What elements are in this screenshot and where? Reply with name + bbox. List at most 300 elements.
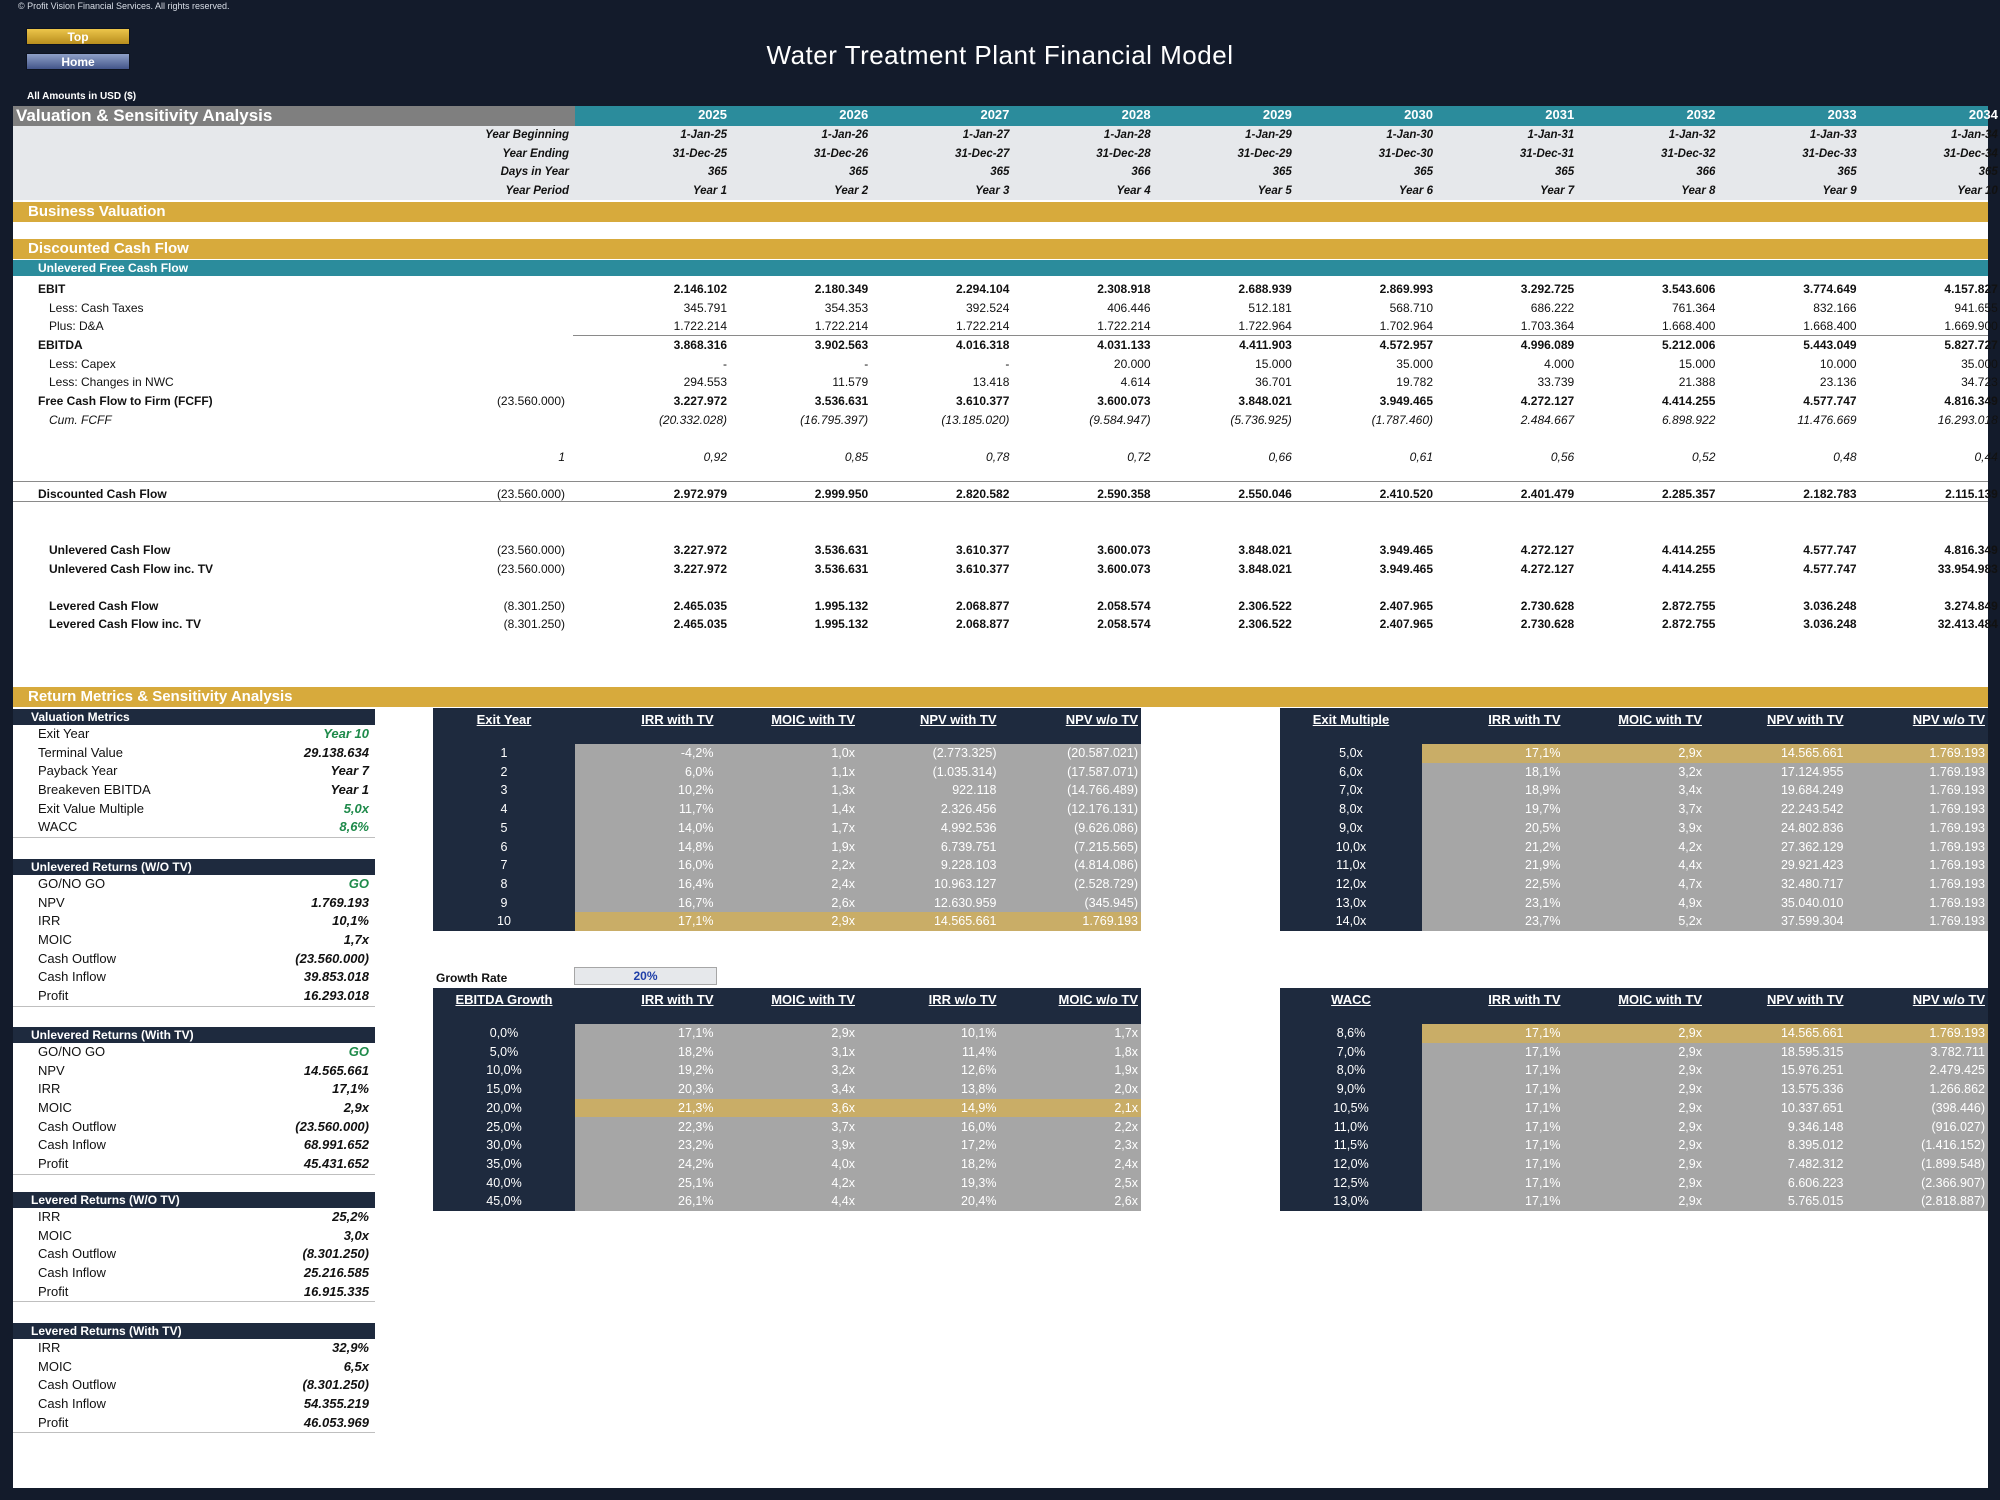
table-value-cell: 19,7% bbox=[1525, 802, 1561, 817]
table-value-cell: (2.773.325) bbox=[932, 746, 997, 760]
table-value-cell: 2,9x bbox=[1678, 1100, 1702, 1115]
dcf-row bbox=[13, 615, 1998, 633]
table-key-cell: 25,0% bbox=[486, 1119, 522, 1134]
table-value-cell: 1,0x bbox=[831, 746, 855, 760]
table-value-cell: 1,7x bbox=[1114, 1026, 1138, 1040]
period-cell: Year 6 bbox=[1398, 184, 1433, 197]
year-header: 2029 bbox=[1262, 107, 1292, 122]
table-header-cell: IRR with TV bbox=[1488, 992, 1561, 1007]
period-cell: 365 bbox=[990, 166, 1010, 178]
dcf-cell: 3.600.073 bbox=[1097, 543, 1151, 557]
dcf-cell: 11.476.669 bbox=[1797, 413, 1857, 427]
table-value-cell: 16,7% bbox=[678, 895, 714, 910]
period-cell: 1-Jan-28 bbox=[1103, 129, 1151, 141]
metric-box-title: Unlevered Returns (W/O TV) bbox=[13, 859, 375, 875]
dcf-cell: 3.536.631 bbox=[814, 394, 869, 408]
metric-label: Breakeven EBITDA bbox=[38, 782, 151, 798]
metric-row bbox=[13, 1043, 375, 1062]
table-value-cell: 1.266.862 bbox=[1929, 1082, 1985, 1097]
dcf-cell: 4.816.349 bbox=[1944, 543, 1998, 557]
table-value-cell: 4,4x bbox=[831, 1194, 855, 1209]
growth-rate-input[interactable]: 20% bbox=[574, 967, 717, 985]
table-key-cell: 8,6% bbox=[1336, 1026, 1366, 1040]
table-key-cell: 40,0% bbox=[486, 1175, 522, 1190]
table-value-cell: 1.769.193 bbox=[1929, 858, 1985, 873]
table-value-cell: (20.587.021) bbox=[1067, 746, 1138, 760]
period-cell: 365 bbox=[1413, 166, 1433, 178]
metric-label: Cash Outflow bbox=[38, 1118, 117, 1134]
dcf-cell: 2.285.357 bbox=[1662, 487, 1716, 501]
period-cell: 1-Jan-31 bbox=[1527, 129, 1575, 141]
dcf-cell: 832.166 bbox=[1813, 301, 1857, 315]
metric-label: Profit bbox=[38, 1156, 69, 1172]
metric-label: Exit Value Multiple bbox=[38, 800, 144, 816]
metric-label: Exit Year bbox=[38, 726, 90, 741]
metric-value: GO bbox=[348, 876, 369, 891]
metric-value: (8.301.250) bbox=[302, 1246, 369, 1262]
table-value-cell: 1.769.193 bbox=[1929, 914, 1985, 929]
metric-label: Cash Outflow bbox=[38, 950, 117, 966]
table-key-cell: 12,5% bbox=[1333, 1175, 1369, 1190]
dcf-cell: 1.995.132 bbox=[814, 617, 869, 631]
currency-label: All Amounts in USD ($) bbox=[27, 91, 137, 102]
period-cell: 31-Dec-33 bbox=[1802, 147, 1857, 160]
table-value-cell: 6.739.751 bbox=[940, 839, 997, 854]
home-button[interactable]: Home bbox=[26, 53, 130, 70]
dcf-cell: 345.791 bbox=[683, 301, 727, 315]
dcf-cell: 10.000 bbox=[1819, 357, 1857, 371]
dcf-cell: 3.227.972 bbox=[673, 543, 727, 557]
metric-row bbox=[13, 968, 375, 987]
dcf-cell: 3.949.465 bbox=[1379, 543, 1433, 557]
table-value-cell: 2.326.456 bbox=[940, 802, 997, 817]
table-value-cell: 18,9% bbox=[1525, 783, 1561, 798]
dcf-cell: 2.407.965 bbox=[1379, 617, 1433, 631]
dcf-cell: (1.787.460) bbox=[1371, 413, 1433, 427]
metric-row bbox=[13, 1155, 375, 1174]
table-value-cell: 24,2% bbox=[678, 1156, 714, 1171]
table-key-cell: 7 bbox=[500, 858, 508, 873]
table-key-cell: 8 bbox=[500, 876, 508, 891]
table-value-cell: 6.606.223 bbox=[1787, 1175, 1844, 1190]
table-value-cell: 14.565.661 bbox=[1780, 1026, 1844, 1040]
dcf-cell: 2.401.479 bbox=[1520, 487, 1575, 501]
metric-value: 1,7x bbox=[343, 932, 369, 948]
dcf-cell: 2.294.104 bbox=[956, 282, 1010, 296]
period-cell: 365 bbox=[1555, 166, 1575, 178]
dcf-cell: 0,66 bbox=[1268, 450, 1292, 464]
metric-row bbox=[13, 1339, 375, 1358]
returns-header: Return Metrics & Sensitivity Analysis bbox=[13, 687, 1988, 707]
table-value-cell: 22,3% bbox=[678, 1119, 714, 1134]
metric-value: 16.293.018 bbox=[303, 988, 369, 1004]
table-value-cell: 4,2x bbox=[831, 1175, 855, 1190]
period-cell: Year 7 bbox=[1540, 184, 1575, 197]
table-value-cell: 2.479.425 bbox=[1929, 1063, 1985, 1078]
metric-label: Profit bbox=[38, 1414, 69, 1430]
metric-row bbox=[13, 1264, 375, 1283]
top-button[interactable]: Top bbox=[26, 28, 130, 45]
table-value-cell: 35.040.010 bbox=[1780, 895, 1844, 910]
table-value-cell: 10.337.651 bbox=[1780, 1100, 1844, 1115]
table-value-cell: 21,2% bbox=[1525, 839, 1561, 854]
table-key-cell: 6,0x bbox=[1339, 764, 1363, 779]
period-cell: 31-Dec-28 bbox=[1096, 147, 1151, 160]
table-header-cell: Exit Year bbox=[476, 712, 532, 727]
table-key-cell: 30,0% bbox=[486, 1138, 522, 1153]
metric-value: 29.138.634 bbox=[303, 744, 369, 760]
table-value-cell: 922.118 bbox=[952, 783, 997, 798]
period-cell: 31-Dec-25 bbox=[672, 147, 727, 160]
metric-label: IRR bbox=[38, 1209, 61, 1224]
table-value-cell: 1,4x bbox=[831, 802, 855, 817]
table-value-cell: 1,9x bbox=[831, 839, 855, 854]
metric-label: GO/NO GO bbox=[38, 1044, 106, 1059]
table-value-cell: 2,2x bbox=[1114, 1119, 1138, 1134]
metric-row bbox=[13, 1376, 375, 1395]
dcf-row bbox=[13, 355, 1998, 373]
table-key-cell: 11,0x bbox=[1336, 858, 1366, 873]
dcf-cell: 2.058.574 bbox=[1097, 617, 1151, 631]
table-value-cell: 23,2% bbox=[678, 1138, 714, 1153]
sheet-header-title: Valuation & Sensitivity Analysis bbox=[13, 106, 575, 126]
table-key-cell: 5 bbox=[500, 820, 508, 835]
page-title: Water Treatment Plant Financial Model bbox=[766, 40, 1234, 70]
table-value-cell: 1.769.193 bbox=[1929, 876, 1985, 891]
table-value-cell: 2,9x bbox=[1678, 1156, 1702, 1171]
dcf-cell: 2.972.979 bbox=[673, 487, 727, 501]
table-header-cell: WACC bbox=[1331, 992, 1371, 1007]
metric-row bbox=[13, 1062, 375, 1081]
table-value-cell: 4,2x bbox=[1678, 839, 1702, 854]
dcf-cell: 0,78 bbox=[986, 450, 1010, 464]
table-key-cell: 8,0% bbox=[1336, 1063, 1366, 1078]
dcf-cell: (9.584.947) bbox=[1089, 413, 1151, 427]
dcf-cell: 4.031.133 bbox=[1097, 338, 1151, 352]
table-value-cell: -4,2% bbox=[680, 746, 714, 760]
period-row bbox=[13, 145, 1998, 163]
table-value-cell: 18,2% bbox=[678, 1044, 714, 1059]
metric-value: 1.769.193 bbox=[311, 894, 369, 910]
table-value-cell: 22.243.542 bbox=[1780, 802, 1844, 817]
table-value-cell: 2,9x bbox=[1678, 1138, 1702, 1153]
metric-label: Profit bbox=[38, 988, 69, 1004]
dcf-cell: 2.872.755 bbox=[1662, 599, 1716, 613]
dcf-cell: 3.868.316 bbox=[673, 338, 727, 352]
year-header: 2033 bbox=[1827, 107, 1857, 122]
year-header: 2026 bbox=[839, 107, 869, 122]
table-value-cell: 2,3x bbox=[1114, 1138, 1138, 1153]
metric-row bbox=[13, 1080, 375, 1099]
metric-value: 5,0x bbox=[343, 800, 369, 816]
metric-value: Year 7 bbox=[330, 763, 369, 779]
metric-value: 39.853.018 bbox=[303, 969, 369, 985]
table-value-cell: (2.818.887) bbox=[1921, 1194, 1985, 1209]
table-value-cell: 1.769.193 bbox=[1082, 914, 1138, 929]
dcf-cell: 941.655 bbox=[1954, 301, 1998, 315]
dcf-cell: 2.407.965 bbox=[1379, 599, 1433, 613]
dcf-cell: 2.872.755 bbox=[1662, 617, 1716, 631]
period-cell: Year 5 bbox=[1257, 184, 1292, 197]
table-header-cell: EBITDA Growth bbox=[455, 992, 553, 1007]
dcf-cell: 0,72 bbox=[1127, 450, 1151, 464]
dcf-initial-value: (23.560.000) bbox=[496, 543, 565, 557]
table-value-cell: 7.482.312 bbox=[1787, 1156, 1844, 1171]
sensitivity-table-exit-year bbox=[433, 708, 1141, 931]
dcf-cell: 3.949.465 bbox=[1379, 394, 1433, 408]
table-header-cell: NPV w/o TV bbox=[1912, 712, 1985, 727]
table-value-cell: 3,6x bbox=[831, 1100, 855, 1115]
table-value-cell: 26,1% bbox=[678, 1194, 714, 1209]
metric-label: IRR bbox=[38, 913, 61, 929]
table-key-cell: 35,0% bbox=[486, 1156, 522, 1171]
metric-box bbox=[13, 1027, 375, 1175]
metric-value: 10,1% bbox=[332, 913, 369, 929]
table-value-cell: 1.769.193 bbox=[1929, 1026, 1985, 1040]
table-value-cell: (2.528.729) bbox=[1074, 876, 1138, 891]
dcf-cell: 36.701 bbox=[1255, 375, 1292, 389]
table-value-cell: (4.814.086) bbox=[1074, 858, 1138, 873]
table-value-cell: 14,9% bbox=[961, 1100, 997, 1115]
copyright-text: © Profit Vision Financial Services. All rights reserved. bbox=[18, 1, 230, 11]
dcf-initial-value: 1 bbox=[558, 450, 565, 464]
year-header: 2032 bbox=[1686, 107, 1716, 122]
table-value-cell: 6,0% bbox=[685, 764, 714, 779]
metric-label: Cash Inflow bbox=[38, 1265, 106, 1281]
table-value-cell: (7.215.565) bbox=[1074, 839, 1138, 854]
table-value-cell: 4,7x bbox=[1678, 876, 1702, 891]
table-value-cell: 23,1% bbox=[1525, 895, 1561, 910]
metric-value: 14.565.661 bbox=[303, 1062, 369, 1078]
metric-row bbox=[13, 1118, 375, 1137]
table-key-cell: 20,0% bbox=[486, 1100, 522, 1115]
table-value-cell: 13.575.336 bbox=[1780, 1082, 1844, 1097]
dcf-cell: 4.272.127 bbox=[1520, 562, 1575, 576]
period-cell: 365 bbox=[707, 166, 727, 178]
dcf-cell: 3.902.563 bbox=[814, 338, 869, 352]
period-cell: 31-Dec-34 bbox=[1943, 147, 1998, 160]
dcf-cell: 1.722.214 bbox=[1097, 319, 1151, 333]
dcf-cell: 2.869.993 bbox=[1379, 282, 1433, 296]
dcf-cell: 15.000 bbox=[1255, 357, 1292, 371]
table-value-cell: 14,0% bbox=[678, 820, 714, 835]
dcf-cell: 4.016.318 bbox=[956, 338, 1010, 352]
table-header-cell: MOIC with TV bbox=[1618, 712, 1702, 727]
year-header-bar bbox=[575, 106, 1998, 126]
dcf-cell: 2.550.046 bbox=[1238, 487, 1292, 501]
dcf-cell: 2.465.035 bbox=[673, 599, 727, 613]
table-key-cell: 3 bbox=[500, 783, 508, 798]
table-value-cell: 20,3% bbox=[678, 1082, 714, 1097]
table-value-cell: 3,7x bbox=[831, 1119, 855, 1134]
table-value-cell: 1,8x bbox=[1114, 1044, 1138, 1059]
metric-box bbox=[13, 1192, 375, 1302]
table-value-cell: 22,5% bbox=[1525, 876, 1561, 891]
table-value-cell: 17,1% bbox=[1525, 1044, 1561, 1059]
table-key-cell: 5,0% bbox=[489, 1044, 519, 1059]
table-value-cell: (2.366.907) bbox=[1921, 1175, 1985, 1190]
table-value-cell: 17,2% bbox=[961, 1138, 997, 1153]
table-header-cell: MOIC with TV bbox=[1618, 992, 1702, 1007]
table-value-cell: 17.124.955 bbox=[1780, 764, 1844, 779]
metric-box-bottom-line bbox=[13, 837, 375, 838]
sensitivity-table-ebitda-growth bbox=[433, 988, 1141, 1211]
metric-row bbox=[13, 1283, 375, 1302]
metric-value: 8,6% bbox=[339, 819, 369, 835]
dcf-cell: 4.414.255 bbox=[1662, 394, 1716, 408]
table-value-cell: 19,3% bbox=[961, 1175, 997, 1190]
table-value-cell: (9.626.086) bbox=[1074, 820, 1138, 835]
table-value-cell: 9.228.103 bbox=[940, 858, 997, 873]
table-value-cell: 3,7x bbox=[1678, 802, 1702, 817]
table-header-cell: NPV with TV bbox=[1766, 992, 1844, 1007]
metric-value: 16.915.335 bbox=[303, 1283, 369, 1299]
dcf-cell: 4.411.903 bbox=[1239, 338, 1292, 352]
period-cell: 1-Jan-26 bbox=[821, 129, 869, 141]
growth-rate-label: Growth Rate bbox=[436, 971, 508, 985]
dcf-cell: 4.272.127 bbox=[1520, 394, 1575, 408]
metric-value: 46.053.969 bbox=[303, 1414, 369, 1430]
metric-label: IRR bbox=[38, 1340, 61, 1355]
table-value-cell: 3.782.711 bbox=[1930, 1044, 1985, 1059]
dcf-cell: 2.306.522 bbox=[1238, 599, 1292, 613]
table-value-cell: 19,2% bbox=[678, 1063, 714, 1078]
metric-box bbox=[13, 859, 375, 1007]
dcf-cell: 2.465.035 bbox=[673, 617, 727, 631]
metric-value: 2,9x bbox=[343, 1100, 369, 1116]
metric-row bbox=[13, 818, 375, 837]
dcf-cell: 6.898.922 bbox=[1662, 413, 1716, 427]
dcf-cell: 15.000 bbox=[1678, 357, 1716, 371]
dcf-row bbox=[13, 373, 1998, 391]
table-value-cell: (17.587.071) bbox=[1067, 764, 1138, 779]
metric-box-title: Valuation Metrics bbox=[13, 709, 375, 725]
dcf-cell: 21.388 bbox=[1678, 375, 1716, 389]
table-value-cell: 17,1% bbox=[1525, 1175, 1561, 1190]
table-value-cell: 17,1% bbox=[678, 914, 714, 929]
dcf-cell: 1.702.964 bbox=[1379, 319, 1433, 333]
metric-row bbox=[13, 1414, 375, 1433]
table-value-cell: (12.176.131) bbox=[1067, 802, 1138, 817]
metric-row bbox=[13, 950, 375, 969]
table-value-cell: 3,1x bbox=[831, 1044, 855, 1059]
table-value-cell: 2,9x bbox=[831, 1026, 855, 1040]
dcf-row-label: Plus: D&A bbox=[49, 319, 104, 333]
period-row bbox=[13, 126, 1998, 144]
table-key-cell: 9,0% bbox=[1336, 1082, 1366, 1097]
dcf-cell: 3.227.972 bbox=[673, 562, 727, 576]
table-value-cell: 17,1% bbox=[1525, 1100, 1561, 1115]
dcf-cell: - bbox=[864, 357, 869, 371]
table-value-cell: 4,4x bbox=[1678, 858, 1702, 873]
period-cell: Year 4 bbox=[1116, 184, 1151, 197]
metric-box bbox=[13, 1323, 375, 1433]
table-key-cell: 6 bbox=[500, 839, 508, 854]
period-cell: Year 9 bbox=[1822, 184, 1857, 197]
table-value-cell: 12.630.959 bbox=[933, 895, 997, 910]
period-cell: 366 bbox=[1696, 166, 1716, 178]
metric-value: 6,5x bbox=[343, 1358, 369, 1374]
metric-box-bottom-line bbox=[13, 1006, 375, 1007]
metric-value: 45.431.652 bbox=[303, 1156, 369, 1172]
table-key-cell: 2 bbox=[500, 764, 508, 779]
dcf-row-label: Levered Cash Flow inc. TV bbox=[49, 617, 202, 631]
metric-label: Cash Outflow bbox=[38, 1246, 117, 1262]
dcf-cell: 33.954.983 bbox=[1937, 562, 1998, 576]
dcf-cell: 3.227.972 bbox=[673, 394, 727, 408]
table-header-cell: IRR w/o TV bbox=[928, 992, 997, 1007]
dcf-cell: 35.000 bbox=[1961, 357, 1998, 371]
dcf-cell: 2.068.877 bbox=[956, 599, 1010, 613]
metric-row bbox=[13, 1099, 375, 1118]
metric-value: 3,0x bbox=[343, 1227, 369, 1243]
table-value-cell: 1,1x bbox=[831, 764, 855, 779]
table-value-cell: 1.769.193 bbox=[1929, 764, 1985, 779]
table-value-cell: 4,9x bbox=[1678, 895, 1702, 910]
row-separator bbox=[13, 501, 1988, 502]
table-value-cell: 2,4x bbox=[831, 876, 855, 891]
table-value-cell: 1.769.193 bbox=[1929, 783, 1985, 798]
metric-row bbox=[13, 781, 375, 800]
table-header-cell: MOIC with TV bbox=[771, 712, 855, 727]
period-cell: 31-Dec-26 bbox=[813, 147, 869, 160]
dcf-header: Discounted Cash Flow bbox=[13, 239, 1988, 259]
metric-label: Cash Inflow bbox=[38, 1396, 106, 1412]
table-header-cell: MOIC w/o TV bbox=[1058, 992, 1138, 1007]
table-header-cell: Exit Multiple bbox=[1312, 712, 1390, 727]
metric-value: 25,2% bbox=[332, 1209, 369, 1224]
dcf-row bbox=[13, 597, 1998, 615]
dcf-cell: 4.996.089 bbox=[1520, 338, 1575, 352]
table-value-cell: 2,1x bbox=[1114, 1100, 1138, 1115]
table-key-cell: 12,0x bbox=[1335, 876, 1367, 891]
table-value-cell: (1.035.314) bbox=[932, 764, 997, 779]
dcf-cell: 2.180.349 bbox=[814, 282, 869, 296]
period-row bbox=[13, 163, 1998, 181]
table-value-cell: 2,5x bbox=[1114, 1175, 1138, 1190]
table-value-cell: 17,1% bbox=[1525, 1194, 1561, 1209]
dcf-cell: 294.553 bbox=[683, 375, 727, 389]
dcf-cell: 4.414.255 bbox=[1662, 562, 1716, 576]
metric-value: GO bbox=[348, 1044, 369, 1059]
dcf-cell: 2.068.877 bbox=[956, 617, 1010, 631]
dcf-cell: 34.723 bbox=[1961, 375, 1998, 389]
table-value-cell: 2,9x bbox=[1678, 1119, 1702, 1134]
dcf-cell: 3.274.849 bbox=[1944, 599, 1998, 613]
dcf-cell: 1.703.364 bbox=[1520, 319, 1575, 333]
metric-label: MOIC bbox=[38, 1227, 72, 1243]
dcf-cell: 4.272.127 bbox=[1520, 543, 1575, 557]
table-value-cell: 19.684.249 bbox=[1780, 783, 1844, 798]
dcf-cell: 11.579 bbox=[832, 375, 869, 389]
period-cell: 1-Jan-33 bbox=[1809, 129, 1857, 141]
ufcf-header: Unlevered Free Cash Flow bbox=[13, 260, 1988, 276]
table-value-cell: 3,2x bbox=[831, 1063, 855, 1078]
table-value-cell: 2,9x bbox=[1678, 1194, 1702, 1209]
table-key-cell: 5,0x bbox=[1339, 746, 1363, 760]
table-value-cell: 1.769.193 bbox=[1929, 746, 1985, 760]
table-value-cell: 2,4x bbox=[1114, 1156, 1138, 1171]
dcf-cell: 32.413.484 bbox=[1937, 617, 1998, 631]
dcf-cell: 2.182.783 bbox=[1803, 487, 1857, 501]
metric-label: Payback Year bbox=[38, 763, 118, 779]
metric-value: 25.216.585 bbox=[303, 1265, 369, 1281]
dcf-cell: 2.146.102 bbox=[673, 282, 727, 296]
dcf-cell: 4.816.349 bbox=[1944, 394, 1998, 408]
dcf-row-label: Discounted Cash Flow bbox=[38, 487, 167, 501]
dcf-cell: 0,44 bbox=[1974, 450, 1998, 464]
dcf-row bbox=[13, 299, 1998, 317]
